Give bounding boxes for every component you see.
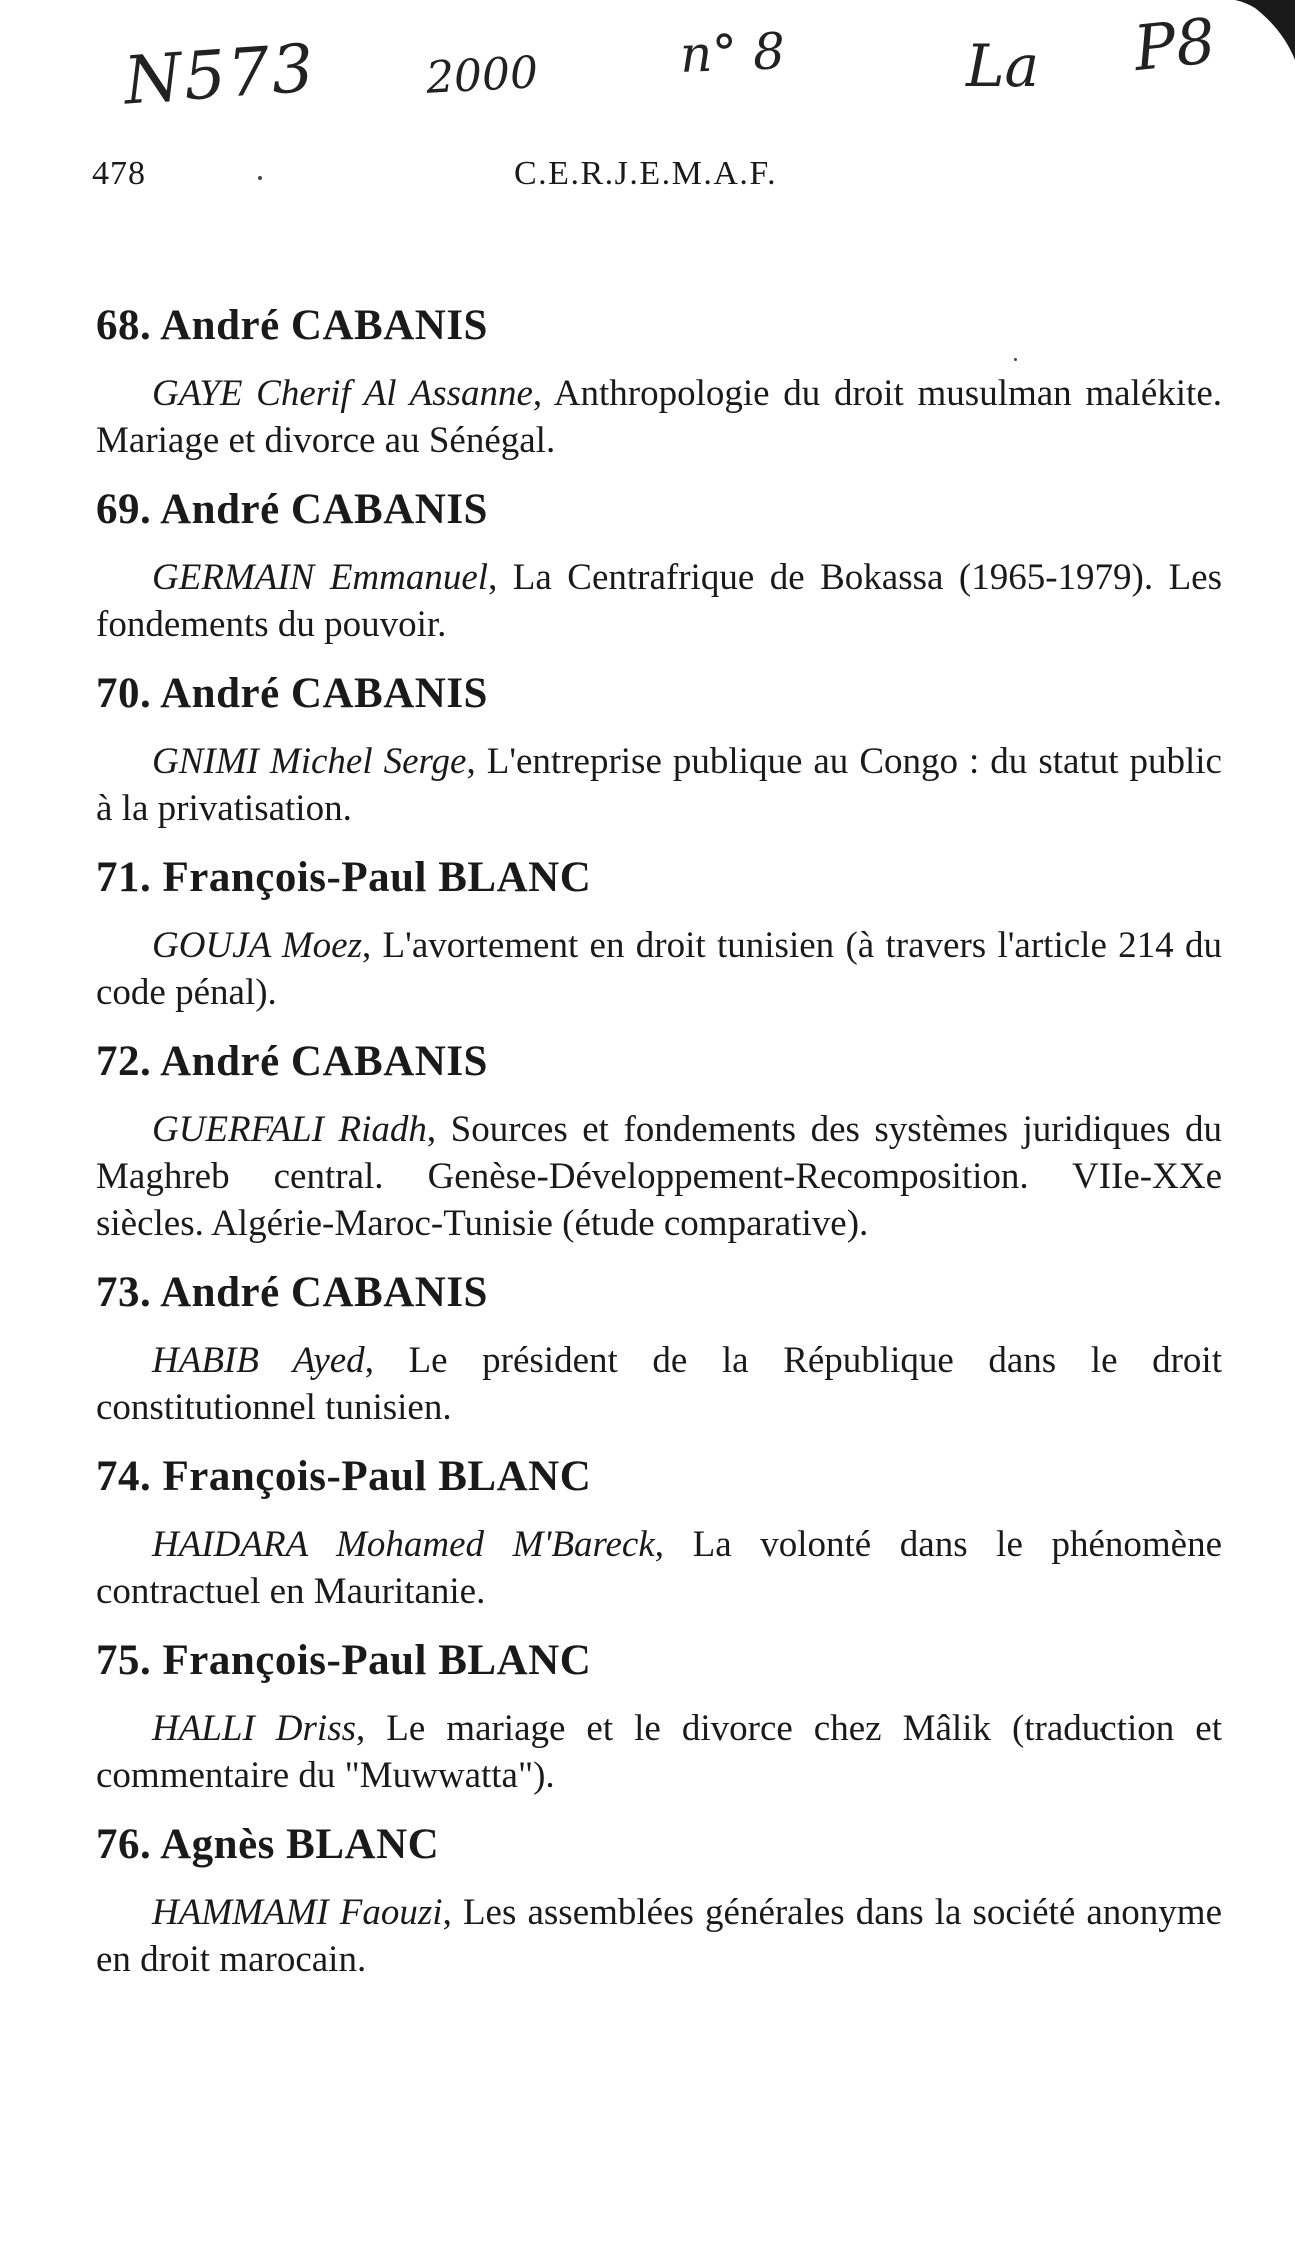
- entry-title: , Les assemblées générales dans la société anonyme en droit marocain.: [96, 1892, 1222, 1980]
- handwritten-annotation: P8: [1130, 3, 1219, 86]
- entry-heading: 71. François-Paul BLANC: [96, 854, 592, 901]
- entry-text: [96, 370, 1222, 464]
- list-item: [96, 852, 1222, 1016]
- entry-heading: 76. Agnès BLANC: [96, 1821, 440, 1868]
- journal-title: C.E.R.J.E.M.A.F.: [514, 155, 778, 192]
- handwritten-annotation: N573: [121, 29, 319, 120]
- entry-title: , La Centrafrique de Bokassa (1965-1979). Les fondements du pouvoir.: [96, 557, 1222, 645]
- entry-text: [96, 1106, 1222, 1247]
- thesis-list: [96, 300, 1222, 2003]
- entry-author: GNIMI Michel Serge: [152, 741, 467, 782]
- entry-title: , Sources et fondements des systèmes juridiques du Maghreb central. Genèse-Développement-Recomposition. VIIe-XXe siècles. Algérie-Maroc-Tunisie (étude comparative).: [96, 1109, 1222, 1244]
- entry-text: [96, 1337, 1222, 1431]
- entry-title: , La volonté dans le phénomène contractuel en Mauritanie.: [96, 1524, 1223, 1612]
- entry-author: GERMAIN Emmanuel: [152, 557, 489, 598]
- scan-speck: [258, 176, 262, 180]
- list-item: [96, 1635, 1222, 1799]
- entry-title: , L'avortement en droit tunisien (à travers l'article 214 du code pénal).: [96, 925, 1222, 1013]
- entry-author: HALLI Driss: [152, 1708, 356, 1749]
- handwritten-annotations: [0, 0, 1295, 140]
- entry-heading: 73. André CABANIS: [96, 1269, 488, 1316]
- scan-corner-smudge: [1225, 0, 1295, 70]
- entry-text: [96, 738, 1222, 832]
- list-item: [96, 668, 1222, 832]
- entry-text: [96, 554, 1222, 648]
- handwritten-annotation: n° 8: [679, 22, 786, 84]
- entry-title: , Le président de la République dans le droit constitutionnel tunisien.: [96, 1340, 1222, 1428]
- entry-author: HAIDARA Mohamed M'Bareck: [152, 1524, 655, 1565]
- entry-heading: 70. André CABANIS: [96, 670, 488, 717]
- running-head: [92, 155, 1295, 195]
- entry-title: , L'entreprise publique au Congo : du statut public à la privatisation.: [96, 741, 1222, 829]
- entry-text: [96, 1521, 1222, 1615]
- entry-text: [96, 1889, 1222, 1983]
- list-item: [96, 1267, 1222, 1431]
- entry-text: [96, 1705, 1222, 1799]
- page-number: 478: [92, 155, 146, 192]
- list-item: [96, 300, 1222, 464]
- list-item: [96, 484, 1222, 648]
- list-item: [96, 1451, 1222, 1615]
- entry-text: [96, 922, 1222, 1016]
- handwritten-annotation: 2000: [424, 47, 540, 104]
- list-item: [96, 1819, 1222, 1983]
- list-item: [96, 1036, 1222, 1247]
- entry-heading: 68. André CABANIS: [96, 302, 488, 349]
- entry-title: , Le mariage et le divorce chez Mâlik (traduction et commentaire du "Muwwatta").: [96, 1708, 1222, 1796]
- entry-heading: 75. François-Paul BLANC: [96, 1637, 592, 1684]
- entry-author: HABIB Ayed: [152, 1340, 365, 1381]
- entry-heading: 74. François-Paul BLANC: [96, 1453, 592, 1500]
- entry-heading: 69. André CABANIS: [96, 486, 488, 533]
- entry-author: GOUJA Moez: [152, 925, 362, 966]
- entry-author: HAMMAMI Faouzi: [152, 1892, 443, 1933]
- handwritten-annotation: La: [966, 32, 1040, 100]
- entry-author: GAYE Cherif Al Assanne: [152, 373, 533, 414]
- entry-author: GUERFALI Riadh: [152, 1109, 427, 1150]
- entry-heading: 72. André CABANIS: [96, 1038, 488, 1085]
- entry-title: , Anthropologie du droit musulman malékite. Mariage et divorce au Sénégal.: [96, 373, 1222, 461]
